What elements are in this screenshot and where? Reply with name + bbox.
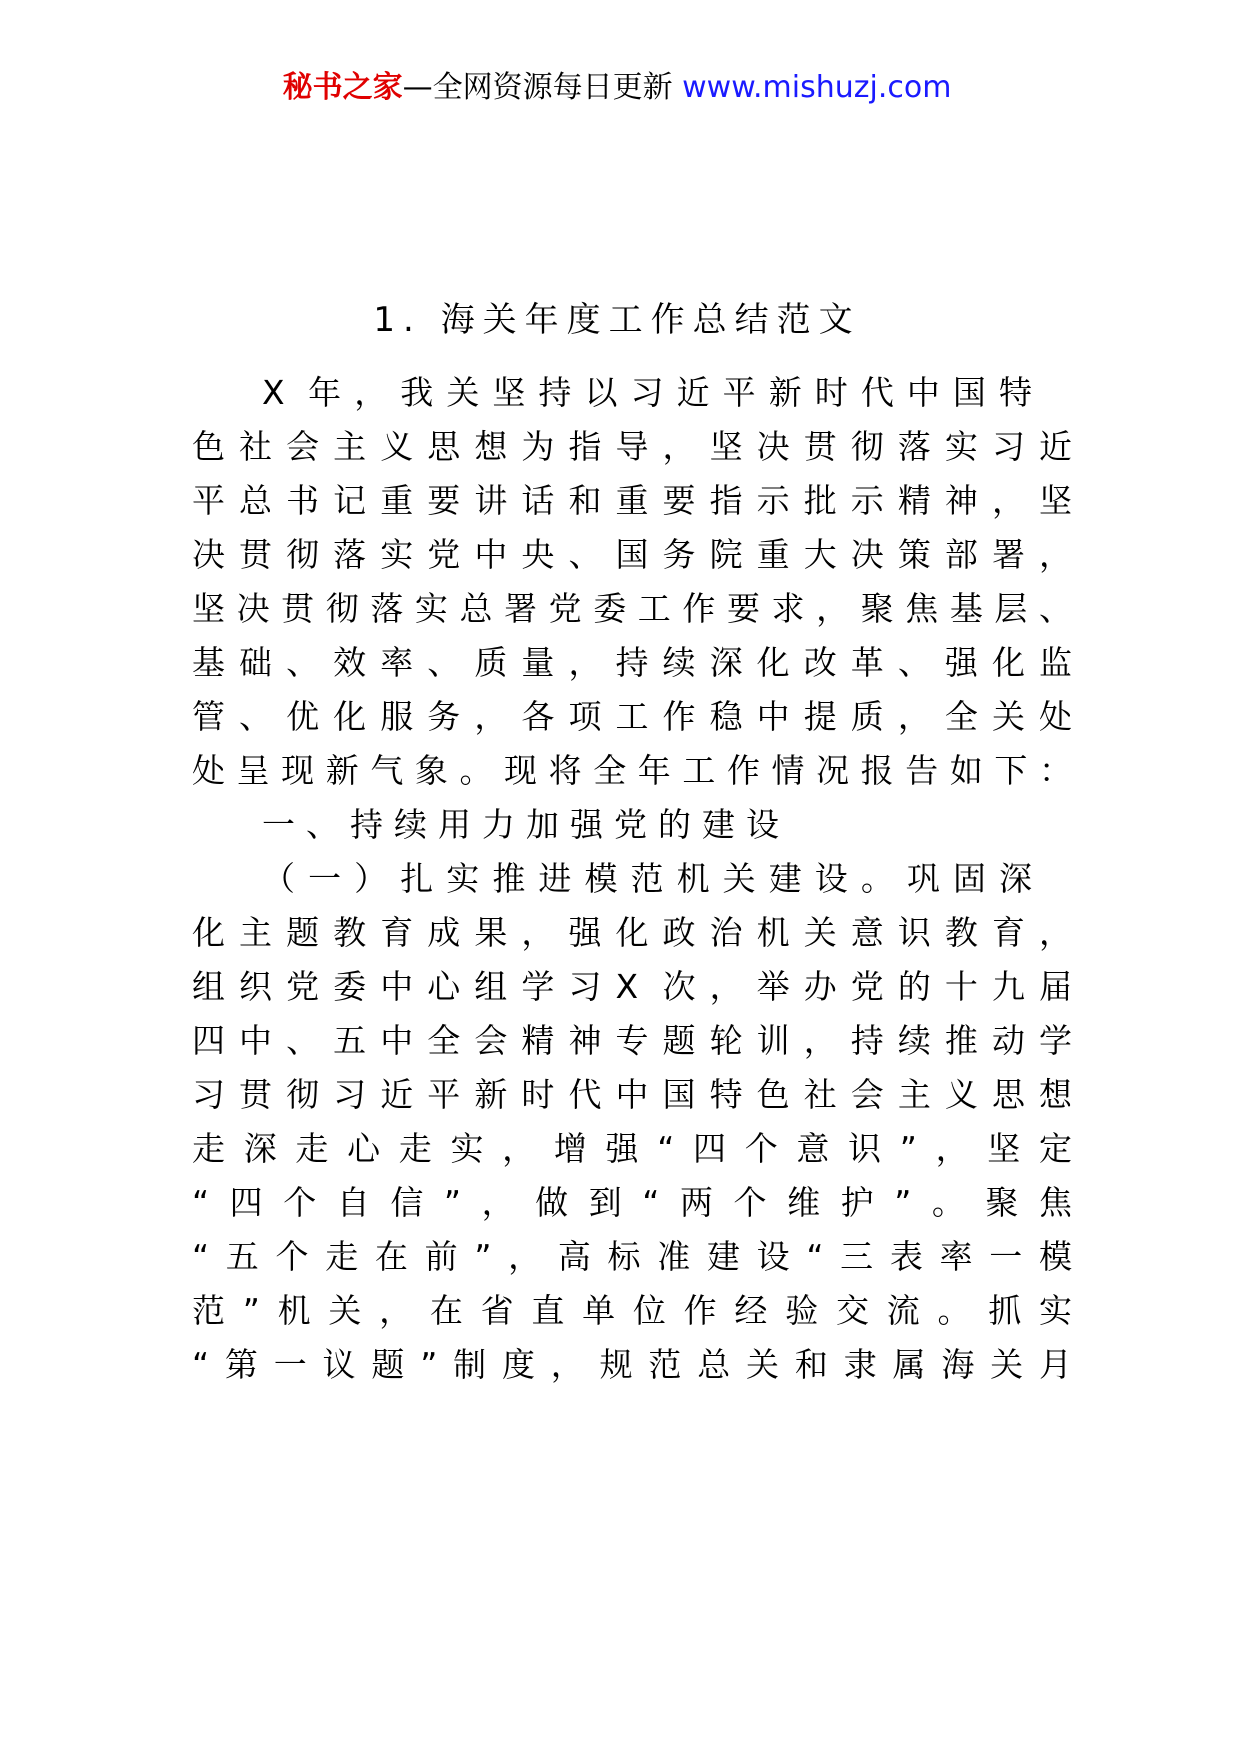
- body-line: 色社会主义思想为指导，坚决贯彻落实习近: [192, 427, 1072, 466]
- body-line: 范”机关，在省直单位作经验交流。抓实: [192, 1291, 1072, 1330]
- body-line: 组织党委中心组学习X 次，举办党的十九届: [192, 967, 1072, 1006]
- body-line: 平总书记重要讲话和重要指示批示精神，坚: [192, 481, 1072, 520]
- body-line: 习贯彻习近平新时代中国特色社会主义思想: [192, 1075, 1072, 1114]
- body-line: 四中、五中全会精神专题轮训，持续推动学: [192, 1021, 1072, 1060]
- body-line: “四个自信”，做到“两个维护”。聚焦: [192, 1183, 1072, 1222]
- site-header: [0, 68, 1234, 108]
- site-tagline: —全网资源每日更新: [402, 70, 683, 105]
- body-line: 管、优化服务，各项工作稳中提质，全关处: [192, 697, 1072, 736]
- body-line: 处呈现新气象。现将全年工作情况报告如下：: [192, 751, 1072, 790]
- body-line: 决贯彻落实党中央、国务院重大决策部署，: [192, 535, 1072, 574]
- body-line: 基础、效率、质量，持续深化改革、强化监: [192, 643, 1072, 682]
- body-line: （一）扎实推进模范机关建设。巩固深: [262, 859, 1032, 898]
- section-heading: 一、持续用力加强党的建设: [262, 805, 790, 844]
- body-line: 化主题教育成果，强化政治机关意识教育，: [192, 913, 1072, 952]
- body-line: 坚决贯彻落实总署党委工作要求，聚焦基层、: [192, 589, 1072, 628]
- site-brand: 秘书之家: [282, 70, 403, 105]
- body-line: X 年，我关坚持以习近平新时代中国特: [262, 373, 1032, 412]
- body-line: “第一议题”制度，规范总关和隶属海关月: [192, 1345, 1072, 1384]
- document-title: 1. 海关年度工作总结范文: [373, 300, 861, 340]
- body-line: “五个走在前”，高标准建设“三表率一模: [192, 1237, 1072, 1276]
- body-line: 走深走心走实，增强“四个意识”，坚定: [192, 1129, 1072, 1168]
- site-url-link[interactable]: www.mishuzj.com: [682, 70, 952, 105]
